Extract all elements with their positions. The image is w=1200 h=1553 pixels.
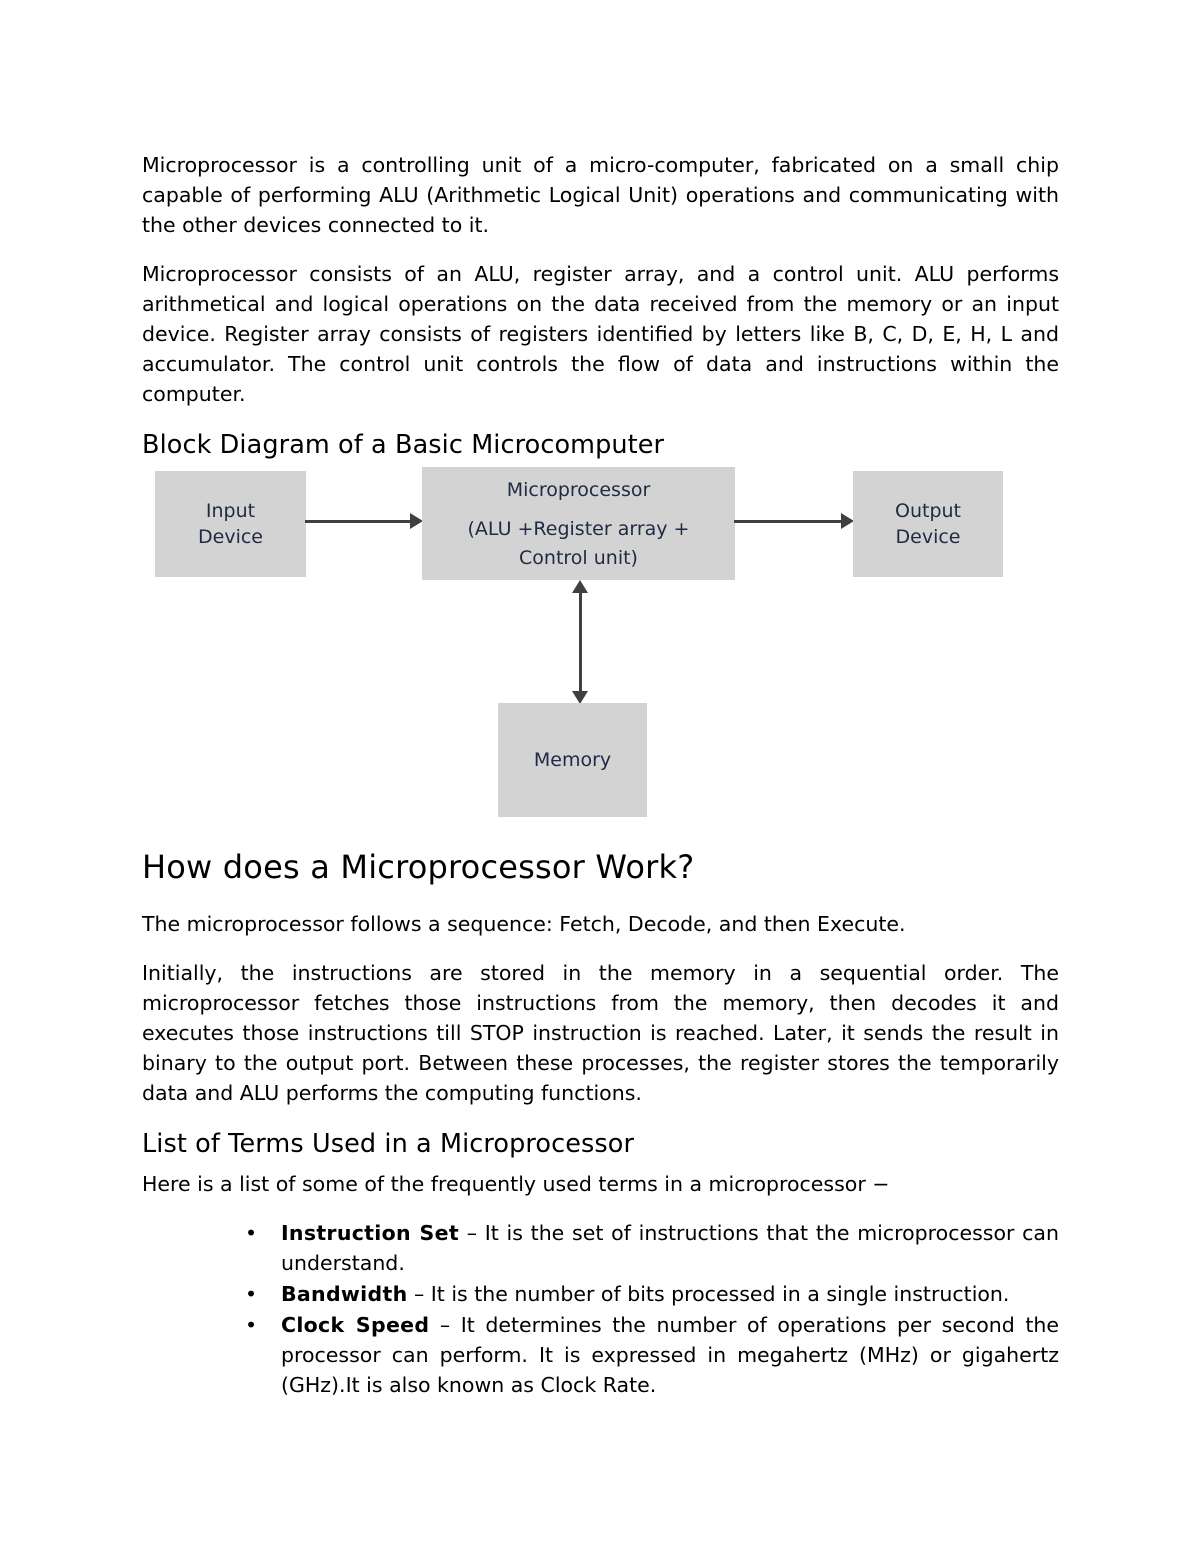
- list-item: [142, 1279, 1059, 1309]
- term-description: – It is the number of bits processed in a single instruction.: [407, 1282, 1010, 1306]
- arrow-shaft: [579, 590, 582, 694]
- terms-heading: List of Terms Used in a Microprocessor: [142, 1129, 635, 1159]
- how-it-works-paragraph-1: The microprocessor follows a sequence: Fetch, Decode, and then Execute.: [142, 912, 906, 936]
- terms-list: [142, 1218, 1059, 1400]
- arrow-microprocessor-to-output-icon: [734, 513, 854, 530]
- intro-paragraph-1: Microprocessor is a controlling unit of a micro-computer, fabricated on a small chip capable of performing ALU (Arithmetic Logical Unit) operations and communicating with the other devices connected to it.: [142, 153, 1059, 237]
- bullet-icon: •: [245, 1282, 258, 1306]
- diagram-box-input-device: [155, 471, 306, 577]
- microcomputer-block-diagram: [142, 470, 1059, 825]
- diagram-box-output-device: [853, 471, 1003, 577]
- bullet-icon: •: [245, 1313, 258, 1337]
- bullet-icon: •: [245, 1221, 258, 1245]
- term-description: – It is the set of instructions that the microprocessor can understand.: [281, 1221, 1059, 1275]
- microprocessor-label-sub2: Control unit): [519, 546, 638, 569]
- intro-paragraph-2: Microprocessor consists of an ALU, register array, and a control unit. ALU performs arithmetical and logical operations on the data received from the memory or an input device. Register array consists of registers identified by letters like B, C, D, E, H, L and accumulator. The control unit controls the flow of data and instructions within the computer.: [142, 262, 1059, 406]
- output-device-label-line2: Device: [895, 526, 961, 548]
- microprocessor-label-sub1: (ALU +Register array +: [467, 517, 690, 540]
- term-name: Bandwidth: [281, 1282, 408, 1306]
- diagram-box-memory: [498, 703, 647, 817]
- how-it-works-heading: How does a Microprocessor Work?: [142, 848, 695, 886]
- document-body: [142, 150, 1059, 1401]
- memory-label: Memory: [533, 749, 612, 771]
- list-item: [142, 1218, 1059, 1278]
- arrow-microprocessor-memory-bidirectional-icon: [572, 580, 589, 704]
- how-it-works-paragraph-2: Initially, the instructions are stored in the memory in a sequential order. The microprocessor fetches those instructions from the memory, then decodes it and executes those instructions till STOP instruction is reached. Later, it sends the result in binary to the output port. Between these processes, the register stores the temporarily data and ALU performs the computing functions.: [142, 961, 1059, 1105]
- output-device-label-line1: Output: [895, 500, 961, 522]
- diagram-box-microprocessor: [422, 467, 735, 580]
- block-diagram-heading: Block Diagram of a Basic Microcomputer: [142, 430, 665, 460]
- term-name: Instruction Set: [281, 1221, 459, 1245]
- arrow-shaft: [305, 520, 411, 523]
- input-device-label-line2: Device: [198, 526, 263, 548]
- microprocessor-label-title: Microprocessor: [506, 478, 651, 501]
- arrow-shaft: [734, 520, 842, 523]
- terms-intro-paragraph: Here is a list of some of the frequently used terms in a microprocessor −: [142, 1172, 890, 1196]
- term-description: – It determines the number of operations per second the processor can perform. It is expressed in megahertz (MHz) or gigahertz (GHz).It is also known as Clock Rate.: [281, 1313, 1059, 1397]
- list-item: [142, 1310, 1059, 1400]
- arrow-input-to-microprocessor-icon: [305, 513, 423, 530]
- term-name: Clock Speed: [281, 1313, 430, 1337]
- input-device-label-line1: Input: [205, 500, 256, 522]
